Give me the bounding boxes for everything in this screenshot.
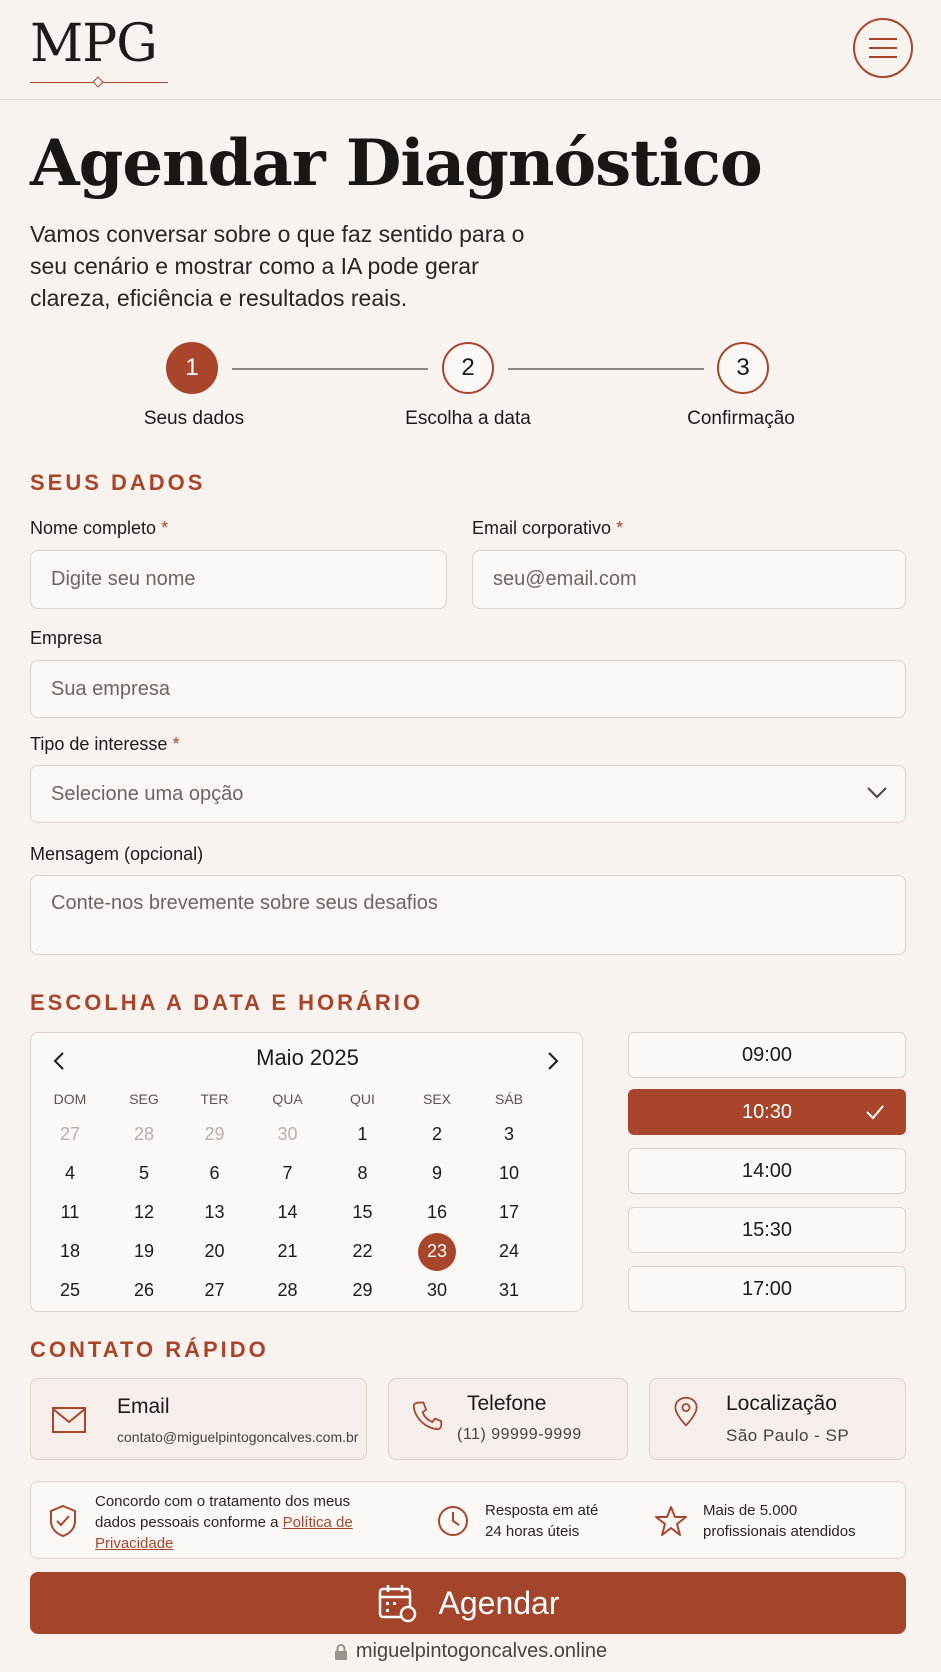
calendar-day-number: 15 — [352, 1202, 373, 1222]
calendar-day[interactable] — [325, 1272, 400, 1310]
contact-phone-title: Telefone — [467, 1392, 547, 1415]
step-connector — [508, 368, 704, 370]
calendar-day-outside-month — [31, 1116, 109, 1154]
calendar-day-number: 2 — [431, 1124, 442, 1144]
time-slot-label: 17:00 — [741, 1277, 793, 1300]
required-mark: * — [172, 734, 180, 754]
required-mark: * — [616, 518, 624, 538]
browser-url-bar[interactable] — [0, 1640, 941, 1663]
calendar-week-row — [31, 1115, 584, 1154]
time-slot-label: 15:30 — [741, 1218, 793, 1241]
interest-select[interactable] — [30, 765, 906, 823]
calendar-day[interactable] — [250, 1155, 325, 1193]
site-header — [0, 0, 941, 100]
calendar-day[interactable] — [474, 1194, 544, 1232]
consent-text: Concordo com o tratamento dos meus dados pessoais conforme a Política de Privacidade — [95, 1493, 353, 1552]
calendar-week-row — [31, 1271, 584, 1310]
calendar-day-number: 3 — [503, 1124, 514, 1144]
calendar-day[interactable] — [400, 1194, 474, 1232]
schedule-submit-label: Agendar — [438, 1584, 560, 1621]
calendar-day-number: 28 — [277, 1280, 298, 1300]
calendar-day-number: 16 — [426, 1202, 448, 1222]
map-pin-icon — [668, 1396, 704, 1428]
response-time-text: Resposta em até 24 horas úteis — [485, 1502, 599, 1540]
calendar-day-number: 12 — [133, 1202, 155, 1222]
calendar-day[interactable] — [400, 1233, 474, 1271]
consent-box — [30, 1481, 906, 1559]
step-1-circle[interactable]: 1 — [166, 342, 218, 394]
calendar-weekday: SEG — [129, 1091, 159, 1107]
calendar-day[interactable] — [400, 1155, 474, 1193]
message-textarea[interactable]: Conte-nos brevemente sobre seus desafios — [30, 875, 906, 955]
step-2-circle[interactable]: 2 — [442, 342, 494, 394]
step-1-label: Seus dados — [143, 408, 245, 429]
page-subtitle: Vamos conversar sobre o que faz sentido para o seu cenário e mostrar como a IA pode gerar clareza, eficiência e resultados reais. — [30, 221, 525, 311]
time-slot[interactable] — [628, 1089, 906, 1135]
contact-email-title: Email — [117, 1395, 170, 1418]
chevron-right-icon — [547, 1051, 559, 1071]
calendar-week-row — [31, 1193, 584, 1232]
section-title-data-horario: ESCOLHA A DATA E HORÁRIO — [30, 990, 424, 1015]
calendar-day[interactable] — [250, 1272, 325, 1310]
step-2-label: Escolha a data — [405, 408, 531, 429]
calendar-day-number: 27 — [204, 1280, 225, 1300]
calendar-day[interactable] — [31, 1155, 109, 1193]
time-slot[interactable] — [628, 1148, 906, 1194]
lock-icon — [334, 1644, 348, 1660]
calendar-day-outside-month — [179, 1116, 250, 1154]
email-input[interactable]: seu@email.com — [472, 550, 906, 609]
calendar-day[interactable] — [109, 1194, 179, 1232]
calendar-weekday: SEX — [422, 1091, 451, 1107]
calendar-day[interactable] — [400, 1116, 474, 1154]
calendar-day[interactable] — [474, 1116, 544, 1154]
calendar-day[interactable] — [31, 1194, 109, 1232]
calendar-day[interactable] — [179, 1194, 250, 1232]
calendar-weekday: TER — [200, 1091, 229, 1107]
time-slot[interactable] — [628, 1207, 906, 1253]
calendar-day-number: 27 — [59, 1124, 81, 1144]
calendar-day[interactable] — [179, 1233, 250, 1271]
calendar-day-number: 9 — [431, 1163, 442, 1183]
calendar-day-number: 8 — [357, 1163, 368, 1183]
star-icon — [655, 1505, 687, 1537]
phone-icon — [409, 1399, 445, 1431]
contact-card-email[interactable] — [30, 1378, 367, 1460]
section-title-seus-dados: SEUS DADOS — [30, 470, 206, 495]
time-slot-label: 09:00 — [741, 1043, 793, 1066]
calendar-day-number: 29 — [352, 1280, 373, 1300]
calendar-day-outside-month — [250, 1116, 325, 1154]
calendar-day-number: 18 — [59, 1241, 81, 1261]
calendar-day-number: 7 — [282, 1163, 293, 1183]
calendar-day-number: 19 — [133, 1241, 155, 1261]
calendar-day[interactable] — [179, 1272, 250, 1310]
calendar-icon — [377, 1583, 417, 1623]
calendar-day-number: 29 — [204, 1124, 225, 1144]
calendar-day-number: 4 — [64, 1163, 75, 1183]
time-slot[interactable] — [628, 1266, 906, 1312]
calendar-day-number: 20 — [204, 1241, 225, 1261]
clock-icon — [437, 1505, 469, 1537]
calendar-day-number: 17 — [498, 1202, 520, 1222]
calendar-day-outside-month — [109, 1116, 179, 1154]
calendar-day-number: 30 — [277, 1124, 298, 1144]
calendar-day-number: 25 — [59, 1280, 81, 1300]
logo-text: MPG — [30, 14, 157, 74]
calendar-day-number: 24 — [498, 1241, 520, 1261]
interest-select-value: Selecione uma opção — [51, 782, 244, 805]
section-title-contato: CONTATO RÁPIDO — [30, 1337, 269, 1362]
step-connector — [232, 368, 428, 370]
calendar-weekday: QUA — [272, 1091, 303, 1107]
envelope-icon — [51, 1404, 87, 1436]
calendar-week-row — [31, 1232, 584, 1271]
calendar-day-number: 22 — [352, 1241, 373, 1261]
check-icon — [865, 1104, 885, 1120]
professionals-count-text: Mais de 5.000 profissionais atendidos — [703, 1502, 856, 1540]
logo[interactable] — [30, 14, 168, 88]
diamond-icon — [92, 76, 103, 87]
message-label: Mensagem (opcional) — [30, 844, 204, 864]
calendar-day[interactable] — [474, 1155, 544, 1193]
required-mark: * — [161, 518, 169, 538]
calendar-grid — [31, 1083, 584, 1310]
name-input[interactable]: Digite seu nome — [30, 550, 447, 609]
calendar-day[interactable] — [109, 1155, 179, 1193]
calendar-day-number: 11 — [60, 1202, 80, 1222]
calendar-day[interactable] — [325, 1116, 400, 1154]
browser-url: miguelpintogoncalves.online — [355, 1640, 608, 1662]
email-label: Email corporativo * — [472, 518, 624, 538]
contact-card-phone[interactable] — [388, 1378, 628, 1460]
calendar-day-number: 14 — [277, 1202, 298, 1222]
contact-location-value: São Paulo - SP — [726, 1426, 850, 1445]
calendar-day[interactable] — [109, 1233, 179, 1271]
contact-email-value: contato@miguelpintogoncalves.com.br — [117, 1429, 359, 1445]
logo-underline — [30, 78, 168, 88]
calendar-day[interactable] — [109, 1272, 179, 1310]
calendar-day[interactable] — [400, 1272, 474, 1310]
contact-card-location[interactable] — [649, 1378, 906, 1460]
time-slot-label: 14:00 — [741, 1159, 793, 1182]
calendar-day[interactable] — [31, 1272, 109, 1310]
interest-label: Tipo de interesse * — [30, 734, 180, 754]
privacy-policy-link-cont[interactable]: Privacidade — [95, 1535, 174, 1552]
calendar-day-number: 1 — [357, 1124, 368, 1144]
calendar-day[interactable] — [474, 1272, 544, 1310]
next-month-button[interactable] — [541, 1047, 565, 1075]
page-title: Agendar Diagnóstico — [30, 126, 762, 201]
company-label: Empresa — [30, 628, 103, 648]
hamburger-icon — [869, 38, 897, 40]
calendar-day-number: 28 — [133, 1124, 155, 1144]
shield-check-icon[interactable] — [49, 1504, 77, 1538]
privacy-policy-link[interactable]: Política de — [282, 1514, 353, 1531]
calendar-day-number: 5 — [138, 1163, 149, 1183]
calendar-day[interactable] — [250, 1233, 325, 1271]
calendar-day-number: 21 — [277, 1241, 298, 1261]
menu-button[interactable] — [853, 18, 913, 78]
calendar-day[interactable] — [474, 1233, 544, 1271]
calendar-weekday: DOM — [53, 1091, 87, 1107]
contact-location-title: Localização — [726, 1392, 837, 1415]
calendar-day-number: 6 — [209, 1163, 220, 1183]
calendar-day-number: 23 — [418, 1233, 456, 1271]
calendar-week-row — [31, 1154, 584, 1193]
stepper — [0, 342, 941, 442]
calendar-month: Maio 2025 — [256, 1045, 359, 1070]
calendar-day[interactable] — [325, 1233, 400, 1271]
calendar-day[interactable] — [179, 1155, 250, 1193]
calendar-day-number: 26 — [133, 1280, 155, 1300]
time-slot-label: 10:30 — [741, 1100, 793, 1123]
calendar-day-number: 31 — [498, 1280, 520, 1300]
step-3-circle[interactable]: 3 — [717, 342, 769, 394]
calendar-weekday: SÁB — [494, 1091, 523, 1107]
step-3-label: Confirmação — [687, 408, 795, 429]
contact-phone-value: (11) 99999-9999 — [457, 1426, 582, 1443]
calendar-day[interactable] — [325, 1194, 400, 1232]
calendar-day[interactable] — [325, 1155, 400, 1193]
calendar-day-number: 13 — [204, 1202, 225, 1222]
calendar — [30, 1032, 583, 1312]
calendar-weekday: QUI — [350, 1091, 375, 1107]
calendar-weekday-row — [31, 1083, 584, 1115]
time-slot[interactable] — [628, 1032, 906, 1078]
schedule-submit-button[interactable] — [30, 1572, 906, 1634]
calendar-day[interactable] — [31, 1233, 109, 1271]
name-label: Nome completo * — [30, 518, 169, 538]
chevron-down-icon — [867, 786, 887, 800]
calendar-day-number: 30 — [426, 1280, 448, 1300]
company-input[interactable]: Sua empresa — [30, 660, 906, 718]
calendar-day[interactable] — [250, 1194, 325, 1232]
calendar-day-number: 10 — [498, 1163, 520, 1183]
